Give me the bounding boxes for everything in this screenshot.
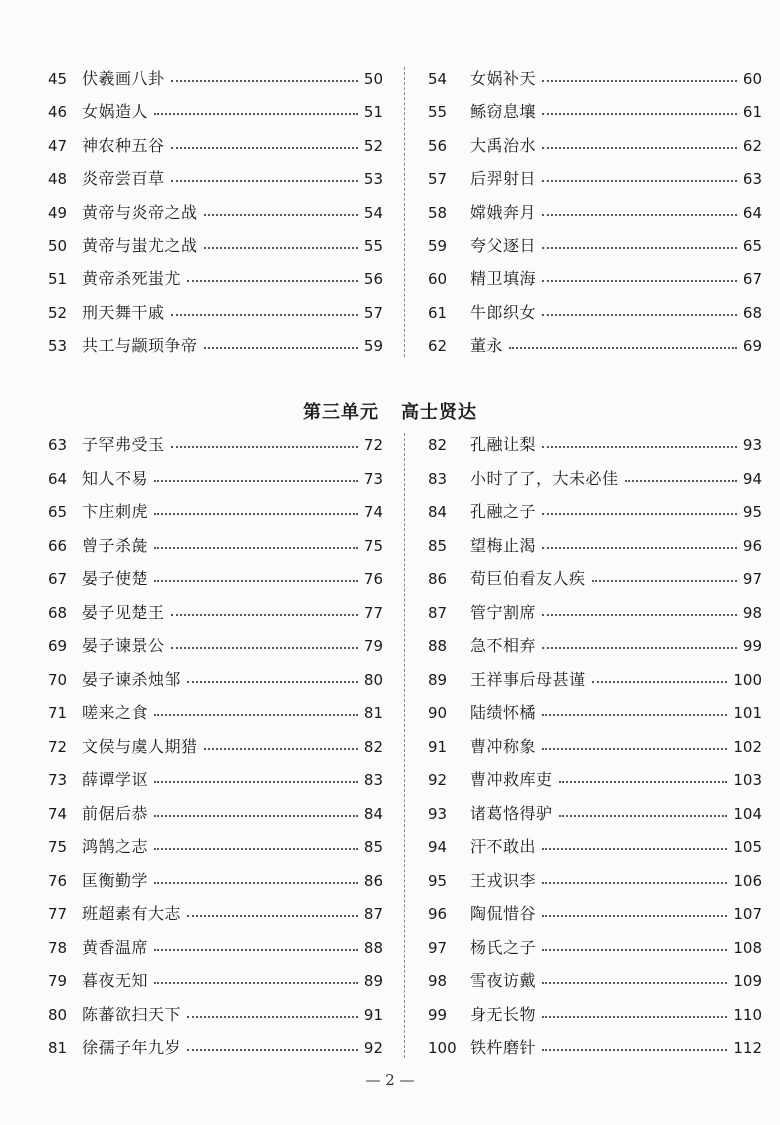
dot-leader xyxy=(509,347,737,349)
entry-number: 82 xyxy=(428,436,448,454)
entry-number: 56 xyxy=(428,136,448,155)
dot-leader xyxy=(187,1049,358,1051)
dot-leader xyxy=(154,580,358,582)
entry-page-number: 100 xyxy=(733,670,762,689)
entry-title: 后羿射日 xyxy=(470,169,537,189)
entry-page-number: 112 xyxy=(733,1039,762,1057)
entry-title: 黄香温席 xyxy=(82,937,149,957)
dot-leader xyxy=(154,513,358,515)
entry-title: 铁杵磨针 xyxy=(470,1038,537,1057)
entry-title: 匡衡勤学 xyxy=(82,870,149,890)
toc-entry[interactable] xyxy=(48,267,383,291)
toc-entry[interactable] xyxy=(48,234,383,258)
dot-leader xyxy=(171,147,358,149)
entry-number: 74 xyxy=(48,804,68,823)
entry-number: 89 xyxy=(428,670,448,689)
entry-page-number: 103 xyxy=(733,771,762,789)
dot-leader xyxy=(154,982,358,984)
entry-number: 73 xyxy=(48,771,68,789)
toc-entry[interactable] xyxy=(428,433,762,457)
entry-page-number: 83 xyxy=(363,771,383,789)
toc-entry[interactable] xyxy=(48,100,383,124)
entry-page-number: 61 xyxy=(742,103,762,122)
entry-title: 鸿鹄之志 xyxy=(82,837,149,856)
entry-title: 陈蕃欲扫天下 xyxy=(82,1004,182,1024)
toc-entry[interactable] xyxy=(428,567,762,591)
dot-leader xyxy=(542,214,737,216)
entry-number: 64 xyxy=(48,469,68,488)
entry-title: 诸葛恪得驴 xyxy=(470,803,553,823)
toc-entry[interactable] xyxy=(428,1036,762,1060)
entry-title: 薛谭学讴 xyxy=(82,770,149,789)
entry-title: 陶侃惜谷 xyxy=(470,904,537,923)
entry-title: 女娲造人 xyxy=(82,102,149,122)
entry-number: 88 xyxy=(428,637,448,655)
toc-entry[interactable] xyxy=(48,668,383,692)
dot-leader xyxy=(542,180,737,182)
entry-number: 81 xyxy=(48,1039,68,1057)
entry-title: 女娲补天 xyxy=(470,69,537,88)
toc-entry[interactable] xyxy=(428,701,762,725)
entry-number: 76 xyxy=(48,871,68,890)
entry-page-number: 96 xyxy=(742,536,762,555)
entry-number: 48 xyxy=(48,170,68,189)
entry-page-number: 101 xyxy=(733,704,762,722)
entry-title: 曹冲称象 xyxy=(470,736,537,756)
toc-entry[interactable] xyxy=(48,768,383,792)
toc-entry[interactable] xyxy=(428,100,762,124)
entry-page-number: 59 xyxy=(363,337,383,356)
entry-page-number: 92 xyxy=(363,1039,383,1057)
entry-page-number: 64 xyxy=(742,203,762,222)
toc-entry[interactable] xyxy=(428,167,762,191)
entry-page-number: 82 xyxy=(363,737,383,756)
toc-entry[interactable] xyxy=(428,134,762,158)
entry-page-number: 51 xyxy=(363,103,383,122)
entry-page-number: 105 xyxy=(733,838,762,856)
dot-leader xyxy=(592,681,728,683)
toc-entry[interactable] xyxy=(428,1003,762,1027)
column-divider xyxy=(404,67,405,357)
entry-page-number: 63 xyxy=(742,170,762,189)
entry-number: 95 xyxy=(428,871,448,890)
entry-page-number: 99 xyxy=(742,637,762,655)
dot-leader xyxy=(204,247,358,249)
entry-page-number: 72 xyxy=(363,436,383,454)
toc-entry[interactable] xyxy=(428,234,762,258)
entry-page-number: 62 xyxy=(742,136,762,155)
toc-entry[interactable] xyxy=(428,768,762,792)
entry-number: 85 xyxy=(428,536,448,555)
entry-title: 共工与颛顼争帝 xyxy=(82,336,198,356)
entry-number: 53 xyxy=(48,337,68,356)
entry-page-number: 53 xyxy=(363,170,383,189)
entry-page-number: 91 xyxy=(363,1005,383,1024)
entry-page-number: 93 xyxy=(742,436,762,454)
dot-leader xyxy=(204,347,358,349)
entry-page-number: 84 xyxy=(363,804,383,823)
entry-page-number: 68 xyxy=(742,303,762,322)
entry-page-number: 89 xyxy=(363,972,383,990)
unit-label: 第三单元 xyxy=(303,402,379,423)
entry-number: 66 xyxy=(48,536,68,555)
entry-number: 79 xyxy=(48,972,68,990)
toc-entry[interactable] xyxy=(48,534,383,558)
entry-page-number: 69 xyxy=(742,337,762,356)
toc-entry[interactable] xyxy=(48,334,383,358)
entry-number: 93 xyxy=(428,804,448,823)
toc-entry[interactable] xyxy=(48,201,383,225)
toc-entry[interactable] xyxy=(48,802,383,826)
entry-page-number: 81 xyxy=(363,704,383,722)
entry-page-number: 108 xyxy=(733,938,762,957)
toc-entry[interactable] xyxy=(428,467,762,491)
toc-entry[interactable] xyxy=(48,500,383,524)
entry-number: 75 xyxy=(48,838,68,856)
dot-leader xyxy=(154,714,358,716)
entry-title: 晏子使楚 xyxy=(82,569,149,588)
entry-page-number: 95 xyxy=(742,503,762,521)
entry-page-number: 109 xyxy=(733,972,762,990)
entry-number: 67 xyxy=(48,570,68,588)
entry-title: 卞庄刺虎 xyxy=(82,502,149,521)
dot-leader xyxy=(542,882,727,884)
entry-number: 71 xyxy=(48,704,68,722)
toc-entry[interactable] xyxy=(428,936,762,960)
entry-title: 刑天舞干戚 xyxy=(82,302,165,322)
toc-section-mythology xyxy=(0,67,780,357)
entry-title: 知人不易 xyxy=(82,468,149,488)
entry-page-number: 98 xyxy=(742,603,762,622)
toc-entry[interactable] xyxy=(428,67,762,91)
entry-page-number: 73 xyxy=(363,469,383,488)
dot-leader xyxy=(187,280,358,282)
dot-leader xyxy=(542,1049,727,1051)
entry-number: 96 xyxy=(428,905,448,923)
entry-title: 杨氏之子 xyxy=(470,937,537,957)
entry-number: 80 xyxy=(48,1005,68,1024)
entry-number: 59 xyxy=(428,237,448,255)
entry-number: 84 xyxy=(428,503,448,521)
dot-leader xyxy=(542,848,727,850)
entry-title: 大禹治水 xyxy=(470,135,537,155)
dot-leader xyxy=(171,80,358,82)
dot-leader xyxy=(542,513,737,515)
entry-page-number: 107 xyxy=(733,905,762,923)
column-divider xyxy=(404,433,405,1058)
dot-leader xyxy=(187,1016,358,1018)
toc-entry[interactable] xyxy=(428,301,762,325)
toc-entry[interactable] xyxy=(428,534,762,558)
dot-leader xyxy=(592,580,737,582)
entry-page-number: 76 xyxy=(363,570,383,588)
dot-leader xyxy=(542,714,727,716)
dot-leader xyxy=(542,446,737,448)
dot-leader xyxy=(559,781,728,783)
entry-title: 望梅止渴 xyxy=(470,535,537,555)
toc-entry[interactable] xyxy=(48,467,383,491)
entry-number: 78 xyxy=(48,938,68,957)
entry-number: 86 xyxy=(428,570,448,588)
dot-leader xyxy=(154,113,358,115)
entry-title: 伏羲画八卦 xyxy=(82,69,165,88)
entry-page-number: 110 xyxy=(733,1005,762,1024)
dot-leader xyxy=(542,147,737,149)
dot-leader xyxy=(542,748,727,750)
entry-number: 72 xyxy=(48,737,68,756)
toc-entry[interactable] xyxy=(48,634,383,658)
dot-leader xyxy=(542,247,737,249)
toc-entry[interactable] xyxy=(48,969,383,993)
toc-entry[interactable] xyxy=(48,433,383,457)
toc-entry[interactable] xyxy=(428,802,762,826)
dot-leader xyxy=(625,480,737,482)
entry-number: 70 xyxy=(48,670,68,689)
entry-title: 雪夜访戴 xyxy=(470,971,537,990)
dot-leader xyxy=(542,614,737,616)
entry-page-number: 67 xyxy=(742,270,762,289)
entry-title: 晏子见楚王 xyxy=(82,602,165,622)
entry-page-number: 85 xyxy=(363,838,383,856)
toc-entry[interactable] xyxy=(428,668,762,692)
toc-entry[interactable] xyxy=(428,735,762,759)
entry-title: 精卫填海 xyxy=(470,269,537,289)
entry-page-number: 50 xyxy=(363,70,383,88)
entry-title: 陆绩怀橘 xyxy=(470,703,537,722)
entry-number: 68 xyxy=(48,603,68,622)
entry-page-number: 56 xyxy=(363,270,383,289)
entry-title: 曹冲救库吏 xyxy=(470,770,553,789)
toc-entry[interactable] xyxy=(48,902,383,926)
entry-title: 汗不敢出 xyxy=(470,837,537,856)
dot-leader xyxy=(542,547,737,549)
entry-number: 98 xyxy=(428,972,448,990)
entry-title: 黄帝与炎帝之战 xyxy=(82,202,198,222)
entry-number: 58 xyxy=(428,203,448,222)
entry-page-number: 104 xyxy=(733,804,762,823)
entry-title: 孔融让梨 xyxy=(470,435,537,454)
dot-leader xyxy=(154,480,358,482)
toc-entry[interactable] xyxy=(428,601,762,625)
toc-entry[interactable] xyxy=(48,134,383,158)
entry-number: 61 xyxy=(428,303,448,322)
entry-title: 晏子谏杀烛邹 xyxy=(82,669,182,689)
entry-title: 神农种五谷 xyxy=(82,135,165,155)
dot-leader xyxy=(559,815,728,817)
toc-entry[interactable] xyxy=(48,601,383,625)
entry-number: 62 xyxy=(428,337,448,356)
dot-leader xyxy=(542,949,727,951)
dot-leader xyxy=(154,949,358,951)
entry-page-number: 79 xyxy=(363,637,383,655)
entry-title: 管宁割席 xyxy=(470,602,537,622)
entry-title: 王祥事后母甚谨 xyxy=(470,669,586,689)
entry-title: 炎帝尝百草 xyxy=(82,169,165,189)
toc-entry[interactable] xyxy=(428,334,762,358)
dot-leader xyxy=(204,214,358,216)
entry-title: 文侯与虞人期猎 xyxy=(82,736,198,756)
dot-leader xyxy=(171,446,358,448)
entry-page-number: 86 xyxy=(363,871,383,890)
toc-entry[interactable] xyxy=(48,301,383,325)
entry-number: 51 xyxy=(48,270,68,289)
toc-entry[interactable] xyxy=(428,267,762,291)
toc-entry[interactable] xyxy=(48,701,383,725)
entry-number: 99 xyxy=(428,1005,448,1024)
page-number: — 2 — xyxy=(365,1071,415,1089)
entry-page-number: 102 xyxy=(733,737,762,756)
entry-number: 57 xyxy=(428,170,448,189)
dot-leader xyxy=(542,647,737,649)
entry-title: 鲧窃息壤 xyxy=(470,102,537,122)
entry-title: 牛郎织女 xyxy=(470,302,537,322)
entry-page-number: 80 xyxy=(363,670,383,689)
dot-leader xyxy=(542,80,737,82)
dot-leader xyxy=(204,748,358,750)
dot-leader xyxy=(154,848,358,850)
entry-title: 王戎识李 xyxy=(470,870,537,890)
toc-entry[interactable] xyxy=(48,67,383,91)
entry-number: 47 xyxy=(48,136,68,155)
entry-number: 65 xyxy=(48,503,68,521)
entry-title: 黄帝与蚩尤之战 xyxy=(82,236,198,255)
dot-leader xyxy=(171,614,358,616)
entry-page-number: 52 xyxy=(363,136,383,155)
toc-entry[interactable] xyxy=(48,167,383,191)
unit-heading xyxy=(0,398,780,424)
entry-number: 83 xyxy=(428,469,448,488)
entry-title: 小时了了，大未必佳 xyxy=(470,468,619,488)
entry-page-number: 97 xyxy=(742,570,762,588)
entry-title: 曾子杀彘 xyxy=(82,535,149,555)
entry-number: 50 xyxy=(48,237,68,255)
dot-leader xyxy=(542,915,727,917)
entry-title: 荀巨伯看友人疾 xyxy=(470,569,586,588)
dot-leader xyxy=(171,314,358,316)
dot-leader xyxy=(542,280,737,282)
entry-title: 班超素有大志 xyxy=(82,904,182,923)
entry-page-number: 74 xyxy=(363,503,383,521)
toc-entry[interactable] xyxy=(48,835,383,859)
entry-page-number: 65 xyxy=(742,237,762,255)
entry-page-number: 88 xyxy=(363,938,383,957)
dot-leader xyxy=(154,781,358,783)
toc-entry[interactable] xyxy=(428,500,762,524)
dot-leader xyxy=(154,815,358,817)
entry-number: 87 xyxy=(428,603,448,622)
entry-page-number: 60 xyxy=(742,70,762,88)
entry-number: 46 xyxy=(48,103,68,122)
toc-entry[interactable] xyxy=(428,201,762,225)
entry-title: 徐孺子年九岁 xyxy=(82,1038,182,1057)
entry-title: 身无长物 xyxy=(470,1004,537,1024)
entry-number: 49 xyxy=(48,203,68,222)
toc-entry[interactable] xyxy=(48,869,383,893)
entry-number: 52 xyxy=(48,303,68,322)
toc-entry[interactable] xyxy=(428,869,762,893)
entry-page-number: 77 xyxy=(363,603,383,622)
entry-page-number: 54 xyxy=(363,203,383,222)
toc-entry[interactable] xyxy=(428,634,762,658)
entry-title: 暮夜无知 xyxy=(82,971,149,990)
entry-page-number: 75 xyxy=(363,536,383,555)
entry-title: 子罕弗受玉 xyxy=(82,435,165,454)
dot-leader xyxy=(542,113,737,115)
unit-name: 高士贤达 xyxy=(401,402,477,423)
toc-entry[interactable] xyxy=(48,567,383,591)
entry-number: 91 xyxy=(428,737,448,756)
entry-title: 嫦娥奔月 xyxy=(470,202,537,222)
dot-leader xyxy=(171,180,358,182)
entry-page-number: 87 xyxy=(363,905,383,923)
entry-title: 黄帝杀死蚩尤 xyxy=(82,269,182,289)
dot-leader xyxy=(187,915,358,917)
entry-number: 63 xyxy=(48,436,68,454)
entry-title: 董永 xyxy=(470,336,504,356)
dot-leader xyxy=(542,982,727,984)
entry-title: 前倨后恭 xyxy=(82,803,149,823)
toc-section-sages xyxy=(0,433,780,1058)
entry-number: 94 xyxy=(428,838,448,856)
entry-title: 嗟来之食 xyxy=(82,703,149,722)
toc-entry[interactable] xyxy=(48,1036,383,1060)
entry-title: 急不相弃 xyxy=(470,636,537,655)
entry-number: 90 xyxy=(428,704,448,722)
entry-number: 55 xyxy=(428,103,448,122)
entry-page-number: 106 xyxy=(733,871,762,890)
toc-entry[interactable] xyxy=(428,835,762,859)
dot-leader xyxy=(154,547,358,549)
entry-number: 54 xyxy=(428,70,448,88)
entry-title: 夸父逐日 xyxy=(470,236,537,255)
dot-leader xyxy=(542,314,737,316)
dot-leader xyxy=(154,882,358,884)
entry-number: 69 xyxy=(48,637,68,655)
toc-entry[interactable] xyxy=(48,936,383,960)
entry-number: 97 xyxy=(428,938,448,957)
entry-number: 100 xyxy=(428,1039,457,1057)
entry-page-number: 57 xyxy=(363,303,383,322)
toc-entry[interactable] xyxy=(428,902,762,926)
toc-entry[interactable] xyxy=(48,1003,383,1027)
entry-title: 孔融之子 xyxy=(470,502,537,521)
entry-title: 晏子谏景公 xyxy=(82,636,165,655)
entry-number: 45 xyxy=(48,70,68,88)
entry-number: 60 xyxy=(428,270,448,289)
dot-leader xyxy=(542,1016,727,1018)
toc-entry[interactable] xyxy=(428,969,762,993)
dot-leader xyxy=(187,681,358,683)
entry-number: 92 xyxy=(428,771,448,789)
entry-number: 77 xyxy=(48,905,68,923)
entry-page-number: 55 xyxy=(363,237,383,255)
toc-entry[interactable] xyxy=(48,735,383,759)
entry-page-number: 94 xyxy=(742,469,762,488)
dot-leader xyxy=(171,647,358,649)
